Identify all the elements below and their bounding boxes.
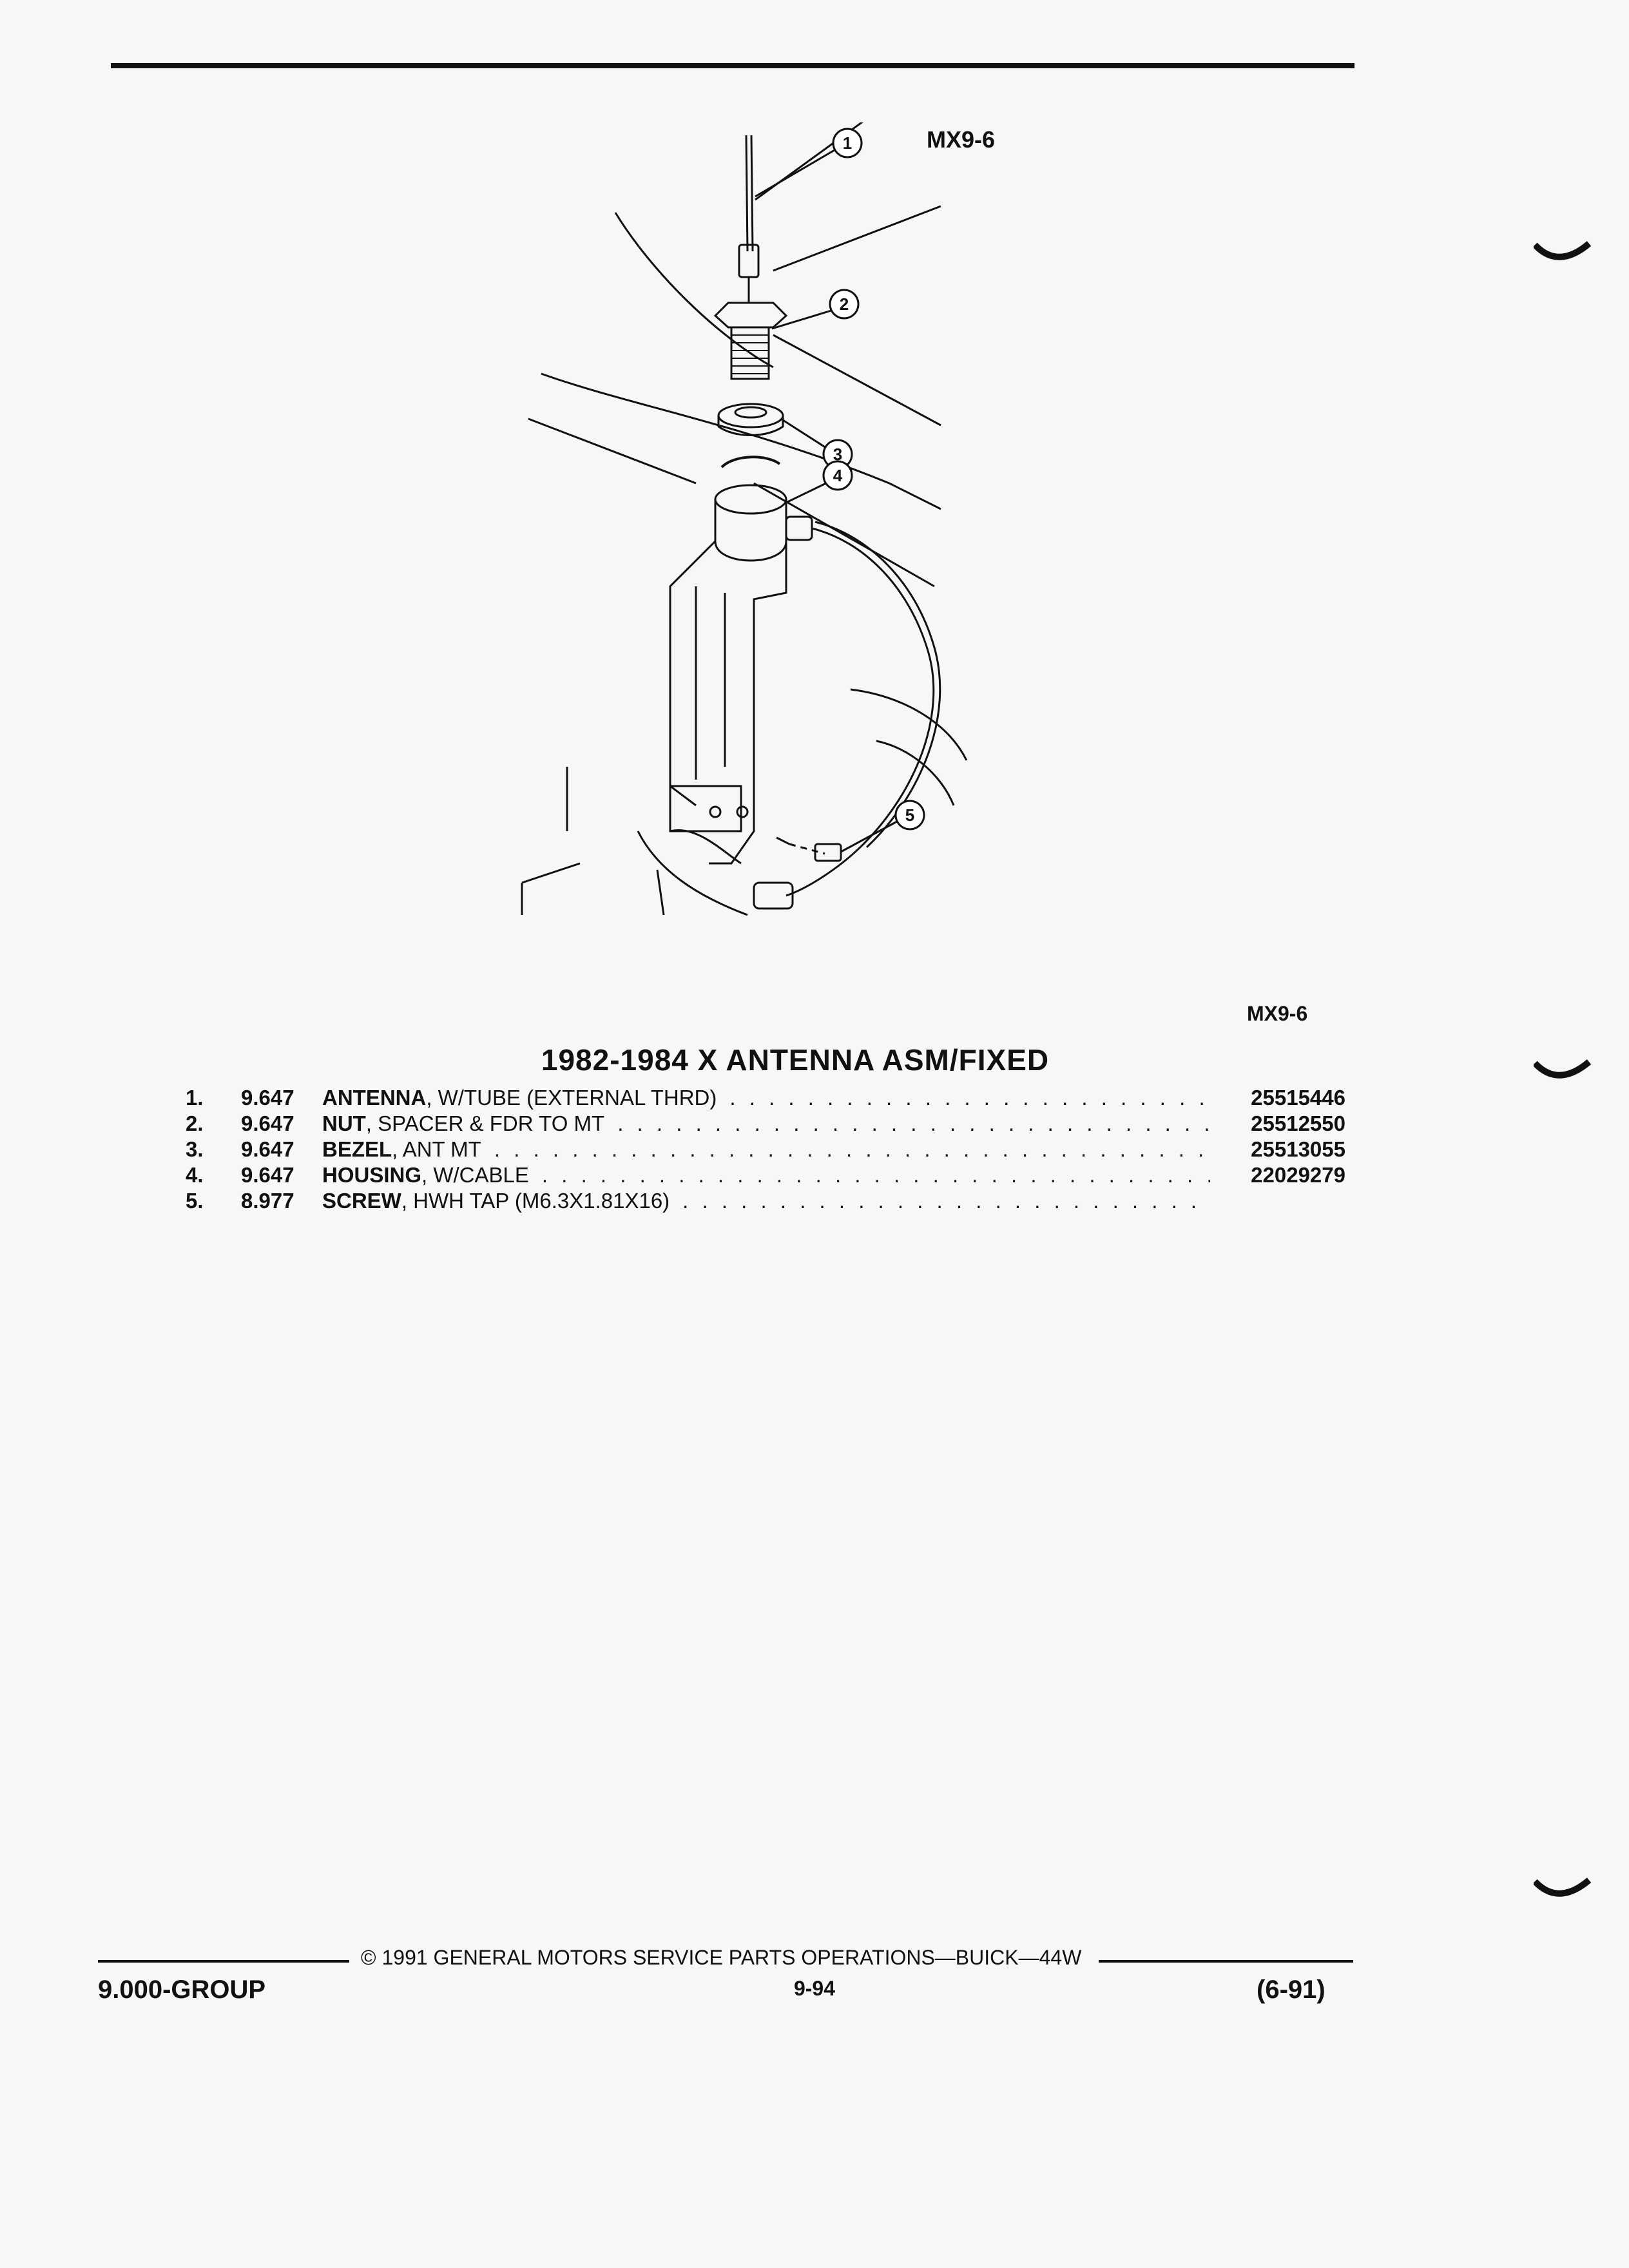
- footer-group: 9.000-GROUP: [98, 1975, 266, 2004]
- antenna-mast: [751, 135, 753, 251]
- footer-copyright: © 1991 GENERAL MOTORS SERVICE PARTS OPERATIONS—BUICK—44W: [361, 1946, 1082, 1969]
- leader-dots: [604, 1111, 1210, 1137]
- part-number: 25513055: [1251, 1137, 1345, 1161]
- part-row: [186, 1085, 1358, 1111]
- part-group: 9.647: [241, 1111, 294, 1135]
- leader-dots: [529, 1162, 1210, 1188]
- header-rule: [111, 63, 1354, 68]
- footer-date: (6-91): [1257, 1975, 1325, 2004]
- callout-3: 3: [833, 445, 843, 464]
- page-number: 9-94: [793, 1977, 836, 2000]
- part-row: [186, 1137, 1358, 1162]
- binder-mark: [1534, 1875, 1592, 1907]
- part-index: 2.: [186, 1111, 204, 1135]
- callout-1: 1: [842, 133, 853, 153]
- callout-2: 2: [839, 294, 849, 314]
- antenna-exploded-diagram: [503, 122, 992, 999]
- part-index: 4.: [186, 1163, 204, 1187]
- part-index: 3.: [186, 1137, 204, 1161]
- part-name: NUT: [322, 1111, 366, 1135]
- antenna-ferrule: [739, 245, 758, 277]
- part-group: 9.647: [241, 1137, 294, 1161]
- part-name: SCREW: [322, 1189, 401, 1213]
- leader-dots: [717, 1085, 1210, 1111]
- callout-5: 5: [905, 805, 915, 825]
- figure-code-top: MX9-6: [927, 126, 996, 153]
- part-group: 9.647: [241, 1086, 294, 1110]
- binder-mark: [1534, 1057, 1592, 1089]
- part-description: , ANT MT: [392, 1137, 481, 1161]
- section-title: 1982-1984 X ANTENNA ASM/FIXED: [541, 1043, 1050, 1077]
- fender-line: [754, 483, 934, 586]
- part-description: , W/TUBE (EXTERNAL THRD): [426, 1086, 717, 1110]
- part-number: 25515446: [1251, 1086, 1345, 1110]
- part-description: , SPACER & FDR TO MT: [365, 1111, 605, 1135]
- housing-screw: [789, 844, 825, 854]
- part-row: [186, 1188, 1358, 1214]
- fender-line: [773, 206, 941, 271]
- antenna-nut: [715, 303, 786, 327]
- fender-line: [773, 335, 941, 425]
- part-name: BEZEL: [322, 1137, 392, 1161]
- fender-line: [528, 419, 696, 483]
- footer-rule: [98, 1960, 349, 1963]
- cable-connector: [786, 517, 812, 540]
- binder-mark: [1534, 238, 1592, 271]
- part-group: 8.977: [241, 1189, 294, 1213]
- part-name: ANTENNA: [322, 1086, 427, 1110]
- part-description: , W/CABLE: [421, 1163, 529, 1187]
- part-number: 25512550: [1251, 1111, 1345, 1135]
- part-description: , HWH TAP (M6.3X1.81X16): [401, 1189, 670, 1213]
- retaining-clip: [722, 457, 780, 467]
- housing-body: [670, 541, 715, 805]
- part-index: 5.: [186, 1189, 204, 1213]
- part-row: [186, 1111, 1358, 1137]
- part-row: [186, 1162, 1358, 1188]
- part-number: 22029279: [1251, 1163, 1345, 1187]
- parts-list: [186, 1085, 1358, 1214]
- leader-dots: [481, 1137, 1210, 1162]
- part-index: 1.: [186, 1086, 204, 1110]
- figure-code-bottom: MX9-6: [1247, 1002, 1308, 1025]
- footer-rule: [1099, 1960, 1353, 1963]
- housing-top: [715, 485, 786, 514]
- antenna-mast: [746, 135, 747, 251]
- leader-dots: [670, 1188, 1210, 1214]
- leader-1: [755, 122, 915, 200]
- callout-4: 4: [833, 466, 843, 485]
- part-group: 9.647: [241, 1163, 294, 1187]
- part-name: HOUSING: [322, 1163, 422, 1187]
